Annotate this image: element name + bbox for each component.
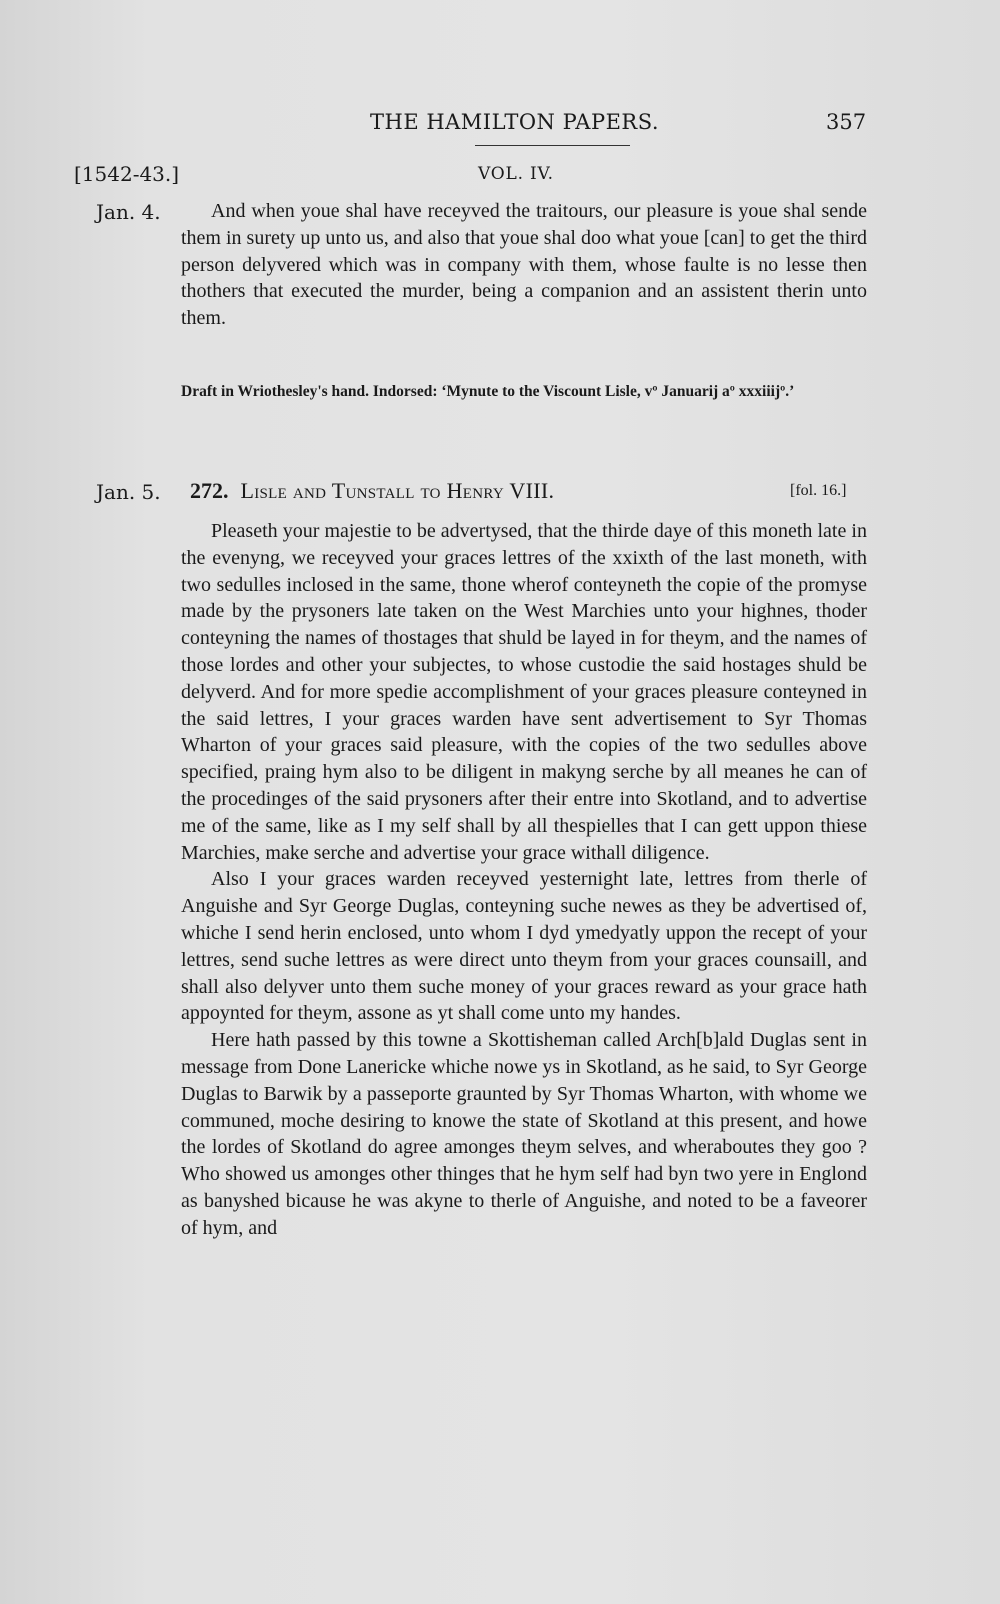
- page-number: 357: [826, 110, 867, 134]
- volume-label: VOL. IV.: [478, 164, 554, 184]
- entry-title: Lisle and Tunstall to Henry VIII.: [240, 478, 555, 503]
- entry-2-text: [181, 518, 867, 1242]
- entry-2-paragraph-1: Pleaseth your majestie to be advertysed, that the thirde daye of this moneth late in the evenyng, we receyved your graces lettres of the xxixth of the last moneth, with two sedulles inclosed in the same, thone wherof conteyneth the copie of the promyse made by the prysoners late taken on the West Marchies unto your highnes, thoder conteyning the names of thostages that shuld be layed in for theym, and the names of those lordes and other your subjectes, to whose custodie the said hostages shuld be delyverd. And for more spedie accomplishment of your graces pleasure conteyned in the said lettres, I your graces warden have sent advertisement to Syr Thomas Wharton of your graces said pleasure, with the copies of the two sedulles above specified, praing hym also to be diligent in makyng serche by all meanes he can of the procedinges of the said prysoners after their entre into Skotland, and to advertise me of the same, like as I my self shall by all thespielles that I can gett uppon thiese Marchies, make serche and advertise your grace withall diligence.: [181, 520, 867, 864]
- entry-1-note: Draft in Wriothesley's hand. Indorsed: ‘Mynute to the Viscount Lisle, vº Januarij aº xxxiiijº.’: [181, 383, 795, 400]
- margin-date-jan-4: Jan. 4.: [96, 200, 161, 224]
- entry-2-heading: [190, 478, 554, 504]
- entry-number: 272.: [190, 478, 229, 503]
- entry-1-paragraph: And when youe shal have receyved the traitours, our pleasure is youe shal sende them in surety up unto us, and also that youe shal doo what youe [can] to get the third person delyvered which was in company with them, whose faulte is no lesse then thothers that executed the murder, being a companion and an assistent therin unto them.: [181, 200, 867, 330]
- title-rule: [475, 145, 630, 146]
- running-title: THE HAMILTON PAPERS.: [370, 110, 660, 134]
- margin-date-jan-5: Jan. 5.: [96, 480, 161, 504]
- entry-1-text: [181, 198, 867, 332]
- entry-2-paragraph-3: Here hath passed by this towne a Skottisheman called Arch[b]ald Duglas sent in message from Done Lanericke whiche nowe ys in Skotland, as he said, to Syr George Duglas to Barwik by a passeporte graunted by Syr Thomas Wharton, with whome we communed, moche desiring to knowe the state of Skotland at this present, and howe the lordes of Skotland do agree amonges theym selves, and wheraboutes they goo ? Who showed us amonges other thinges that he hym self had byn two yere in Englond as banyshed bicause he was akyne to therle of Anguishe, and noted to be a faveorer of hym, and: [181, 1029, 867, 1239]
- year-label: [1542-43.]: [74, 162, 180, 186]
- entry-2-paragraph-2: Also I your graces warden receyved yesternight late, lettres from therle of Anguishe and Syr George Duglas, conteyning suche newes as they be advertised of, whiche I send herin enclosed, unto whom I dyd ymedyatly uppon the recept of your lettres, send suche lettres as were direct unto theym from your graces counsaill, and shall also delyver unto them suche money of your graces reward as your grace hath appoynted for theym, assone as yt shall come unto my handes.: [181, 868, 867, 1025]
- folio-reference: [fol. 16.]: [790, 482, 847, 499]
